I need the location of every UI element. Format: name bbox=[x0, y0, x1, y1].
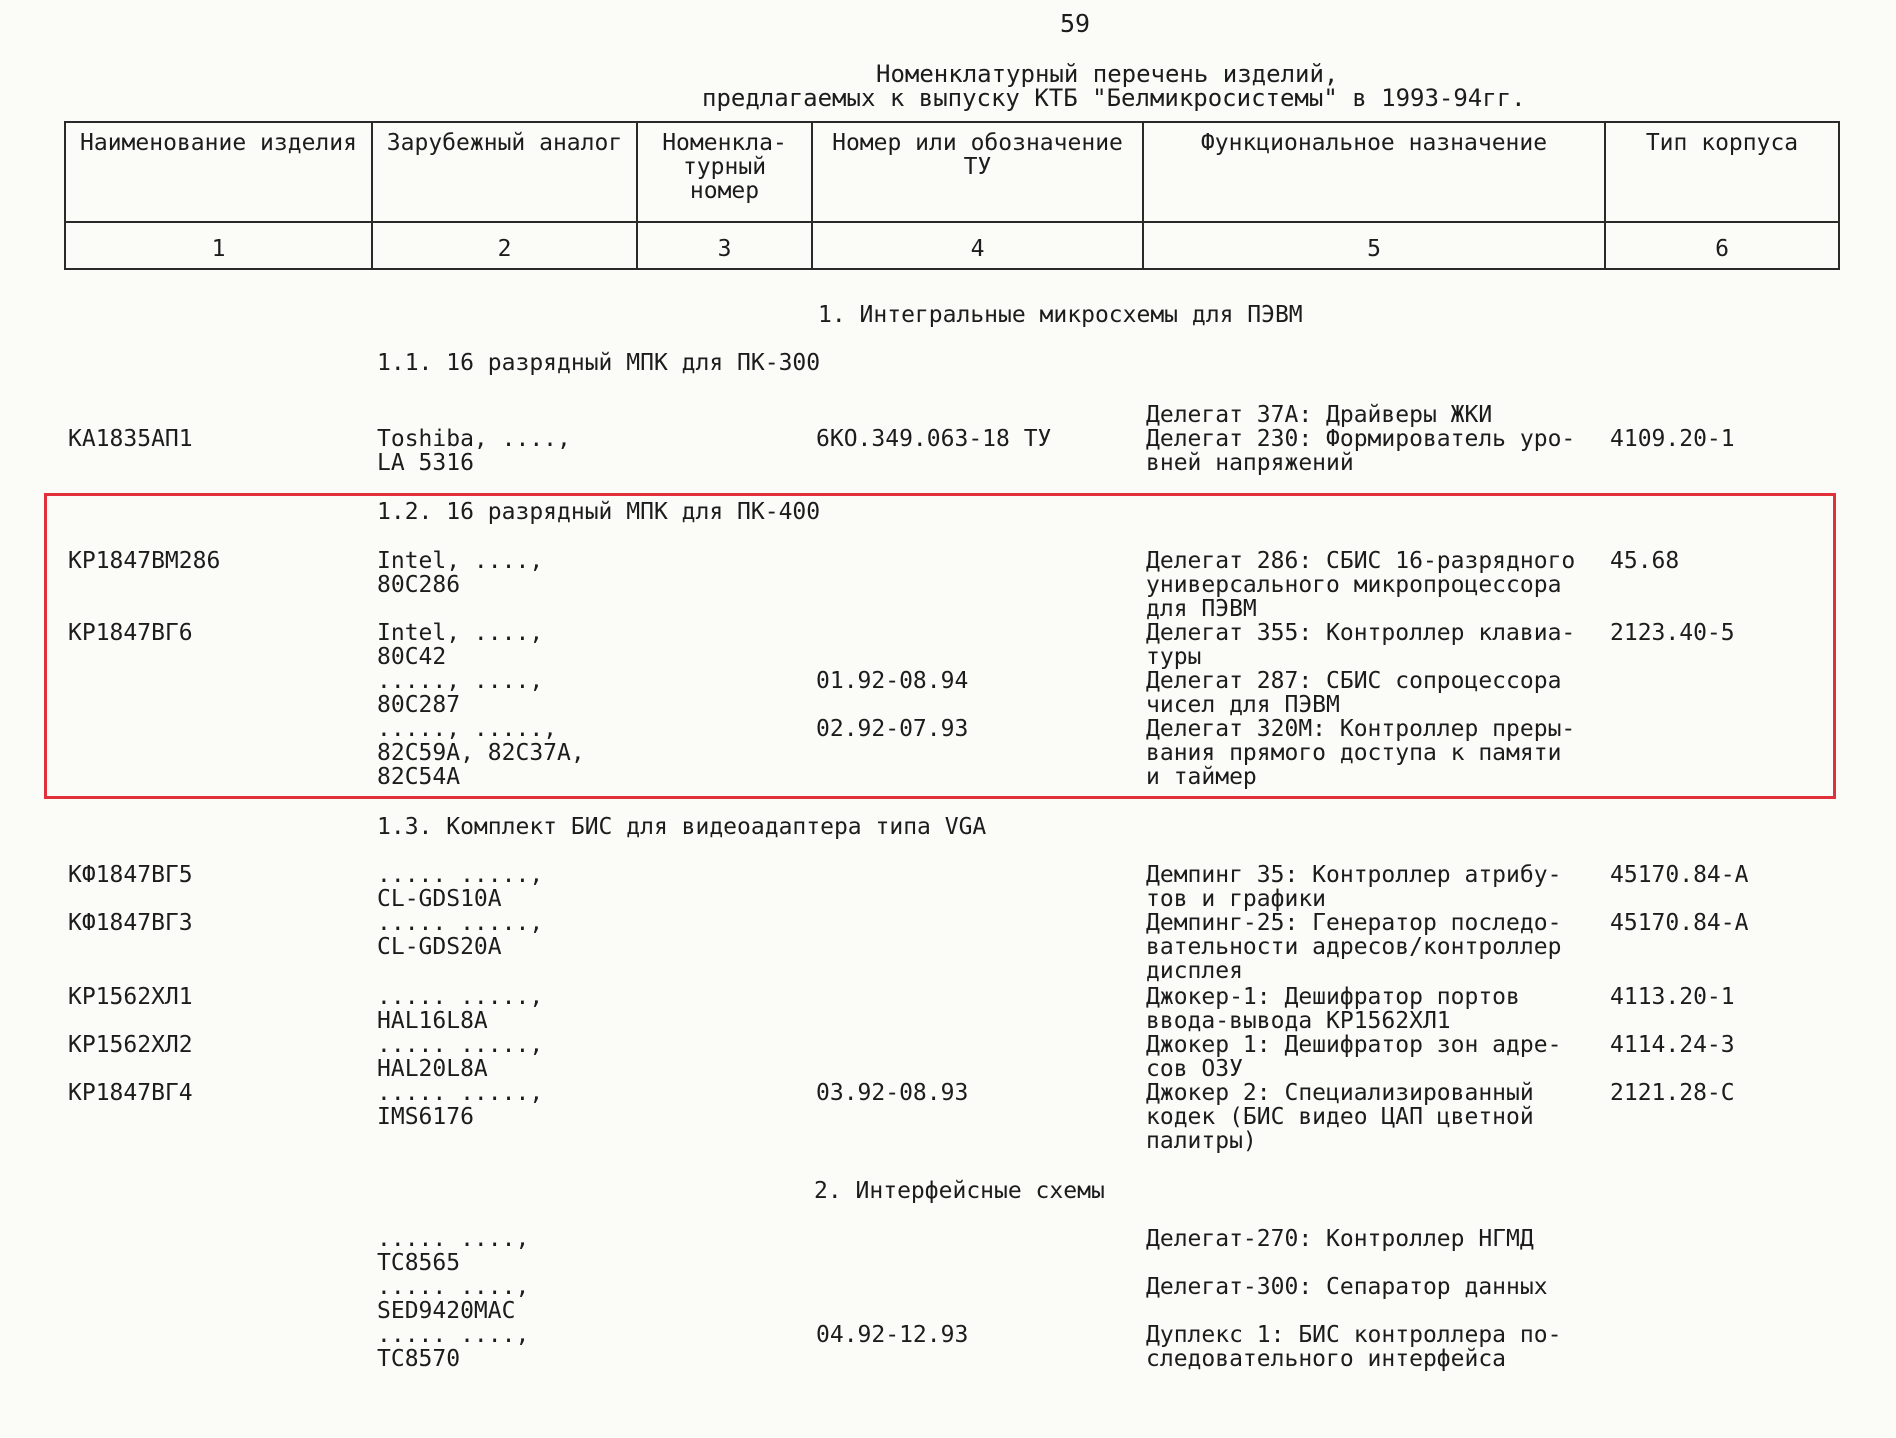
function-text: Джокер 1: Дешифратор зон адре- bbox=[1146, 1032, 1562, 1058]
foreign-analog: CL-GDS20A bbox=[377, 934, 502, 960]
function-text: универсального микропроцессора bbox=[1146, 572, 1562, 598]
foreign-analog: SED9420MAC bbox=[377, 1298, 516, 1324]
function-text: следовательного интерфейса bbox=[1146, 1346, 1507, 1372]
column-number: 4 bbox=[812, 222, 1143, 269]
page-number: 59 bbox=[1060, 9, 1091, 38]
foreign-analog: ..... ....., bbox=[377, 984, 544, 1010]
product-name: КР1847ВМ286 bbox=[68, 548, 221, 574]
case-type: 4113.20-1 bbox=[1610, 984, 1735, 1010]
foreign-analog: HAL16L8A bbox=[377, 1008, 488, 1034]
tu-number: 03.92-08.93 bbox=[816, 1080, 969, 1106]
function-text: Делегат 355: Контроллер клавиа- bbox=[1146, 620, 1576, 646]
column-number: 1 bbox=[65, 222, 372, 269]
foreign-analog: ..... ...., bbox=[377, 1226, 530, 1252]
function-text: Демпинг-25: Генератор последо- bbox=[1146, 910, 1562, 936]
function-text: вательности адресов/контроллер bbox=[1146, 934, 1562, 960]
tu-number: 01.92-08.94 bbox=[816, 668, 969, 694]
case-type: 45.68 bbox=[1610, 548, 1680, 574]
product-name: КР1562ХЛ1 bbox=[68, 984, 193, 1010]
foreign-analog: TC8570 bbox=[377, 1346, 461, 1372]
foreign-analog: ..... ....., bbox=[377, 1032, 544, 1058]
case-type: 2121.28-С bbox=[1610, 1080, 1735, 1106]
function-text: Делегат-300: Сепаратор данных bbox=[1146, 1274, 1548, 1300]
column-header-name: Наименование изделия bbox=[65, 122, 372, 222]
column-number: 3 bbox=[637, 222, 812, 269]
case-type: 4109.20-1 bbox=[1610, 426, 1735, 452]
column-number: 5 bbox=[1143, 222, 1605, 269]
function-text: Джокер 2: Специализированный bbox=[1146, 1080, 1534, 1106]
column-header-table bbox=[64, 121, 1840, 270]
foreign-analog: IMS6176 bbox=[377, 1104, 474, 1130]
highlight-box bbox=[44, 493, 1836, 799]
product-name: КА1835АП1 bbox=[68, 426, 193, 452]
function-text: сов ОЗУ bbox=[1146, 1056, 1243, 1082]
foreign-analog: Intel, ...., bbox=[377, 548, 544, 574]
title-line-1: Номенклатурный перечень изделий, bbox=[876, 60, 1339, 88]
foreign-analog: 80С286 bbox=[377, 572, 461, 598]
function-text: Демпинг 35: Контроллер атрибу- bbox=[1146, 862, 1562, 888]
column-number: 6 bbox=[1605, 222, 1839, 269]
section-heading: 1. Интегральные микросхемы для ПЭВМ bbox=[818, 302, 1303, 328]
foreign-analog: ..... ....., bbox=[377, 862, 544, 888]
foreign-analog: 80С42 bbox=[377, 644, 447, 670]
function-text: и таймер bbox=[1146, 764, 1257, 790]
foreign-analog: Intel, ...., bbox=[377, 620, 544, 646]
foreign-analog: TC8565 bbox=[377, 1250, 461, 1276]
tu-number: 04.92-12.93 bbox=[816, 1322, 969, 1348]
product-name: КР1847ВГ4 bbox=[68, 1080, 193, 1106]
function-text: вней напряжений bbox=[1146, 450, 1354, 476]
function-text: Дуплекс 1: БИС контроллера по- bbox=[1146, 1322, 1562, 1348]
function-text: вания прямого доступа к памяти bbox=[1146, 740, 1562, 766]
foreign-analog: 82С59А, 82С37А, bbox=[377, 740, 585, 766]
subsection-heading: 1.3. Комплект БИС для видеоадаптера типа VGA bbox=[377, 814, 987, 840]
function-text: туры bbox=[1146, 644, 1202, 670]
function-text: палитры) bbox=[1146, 1128, 1257, 1154]
product-name: КР1847ВГ6 bbox=[68, 620, 193, 646]
function-text: Делегат 230: Формирователь уро- bbox=[1146, 426, 1576, 452]
function-text: чисел для ПЭВМ bbox=[1146, 692, 1340, 718]
foreign-analog: LA 5316 bbox=[377, 450, 474, 476]
foreign-analog: ....., ...., bbox=[377, 668, 544, 694]
foreign-analog: ..... ...., bbox=[377, 1322, 530, 1348]
column-header-analog: Зарубежный аналог bbox=[372, 122, 637, 222]
case-type: 4114.24-3 bbox=[1610, 1032, 1735, 1058]
column-header-row bbox=[65, 122, 1839, 222]
subsection-heading: 1.1. 16 разрядный МПК для ПК-300 bbox=[377, 350, 821, 376]
product-name: КР1562ХЛ2 bbox=[68, 1032, 193, 1058]
function-text: ввода-вывода КР1562ХЛ1 bbox=[1146, 1008, 1451, 1034]
function-text: Делегат-270: Контроллер НГМД bbox=[1146, 1226, 1534, 1252]
column-header-function: Функциональное назначение bbox=[1143, 122, 1605, 222]
foreign-analog: CL-GDS10A bbox=[377, 886, 502, 912]
function-text: кодек (БИС видео ЦАП цветной bbox=[1146, 1104, 1534, 1130]
foreign-analog: 80С287 bbox=[377, 692, 461, 718]
section-heading: 2. Интерфейсные схемы bbox=[814, 1178, 1105, 1204]
title-line-2: предлагаемых к выпуску КТБ "Белмикросистемы" в 1993-94гг. bbox=[702, 84, 1526, 112]
foreign-analog: ..... ...., bbox=[377, 1274, 530, 1300]
foreign-analog: 82С54А bbox=[377, 764, 461, 790]
function-text: Делегат 320М: Контроллер преры- bbox=[1146, 716, 1576, 742]
foreign-analog: Toshiba, ...., bbox=[377, 426, 571, 452]
foreign-analog: ....., ....., bbox=[377, 716, 558, 742]
column-header-tu: Номер или обозначение ТУ bbox=[812, 122, 1143, 222]
function-text: Джокер-1: Дешифратор портов bbox=[1146, 984, 1520, 1010]
tu-number: 6КО.349.063-18 ТУ bbox=[816, 426, 1052, 452]
case-type: 45170.84-А bbox=[1610, 862, 1749, 888]
column-header-nomenclature: Номенкла- турный номер bbox=[637, 122, 812, 222]
product-name: КФ1847ВГ5 bbox=[68, 862, 193, 888]
function-text: Делегат 287: СБИС сопроцессора bbox=[1146, 668, 1562, 694]
case-type: 2123.40-5 bbox=[1610, 620, 1735, 646]
product-name: КФ1847ВГ3 bbox=[68, 910, 193, 936]
foreign-analog: ..... ....., bbox=[377, 1080, 544, 1106]
function-text: дисплея bbox=[1146, 958, 1243, 984]
subsection-heading: 1.2. 16 разрядный МПК для ПК-400 bbox=[377, 499, 821, 525]
foreign-analog: ..... ....., bbox=[377, 910, 544, 936]
function-text: Делегат 286: СБИС 16-разрядного bbox=[1146, 548, 1576, 574]
tu-number: 02.92-07.93 bbox=[816, 716, 969, 742]
foreign-analog: HAL20L8A bbox=[377, 1056, 488, 1082]
function-text: Делегат 37А: Драйверы ЖКИ bbox=[1146, 402, 1493, 428]
function-text: для ПЭВМ bbox=[1146, 596, 1257, 622]
function-text: тов и графики bbox=[1146, 886, 1327, 912]
column-number: 2 bbox=[372, 222, 637, 269]
column-header-case: Тип корпуса bbox=[1605, 122, 1839, 222]
case-type: 45170.84-А bbox=[1610, 910, 1749, 936]
column-number-row bbox=[65, 222, 1839, 269]
